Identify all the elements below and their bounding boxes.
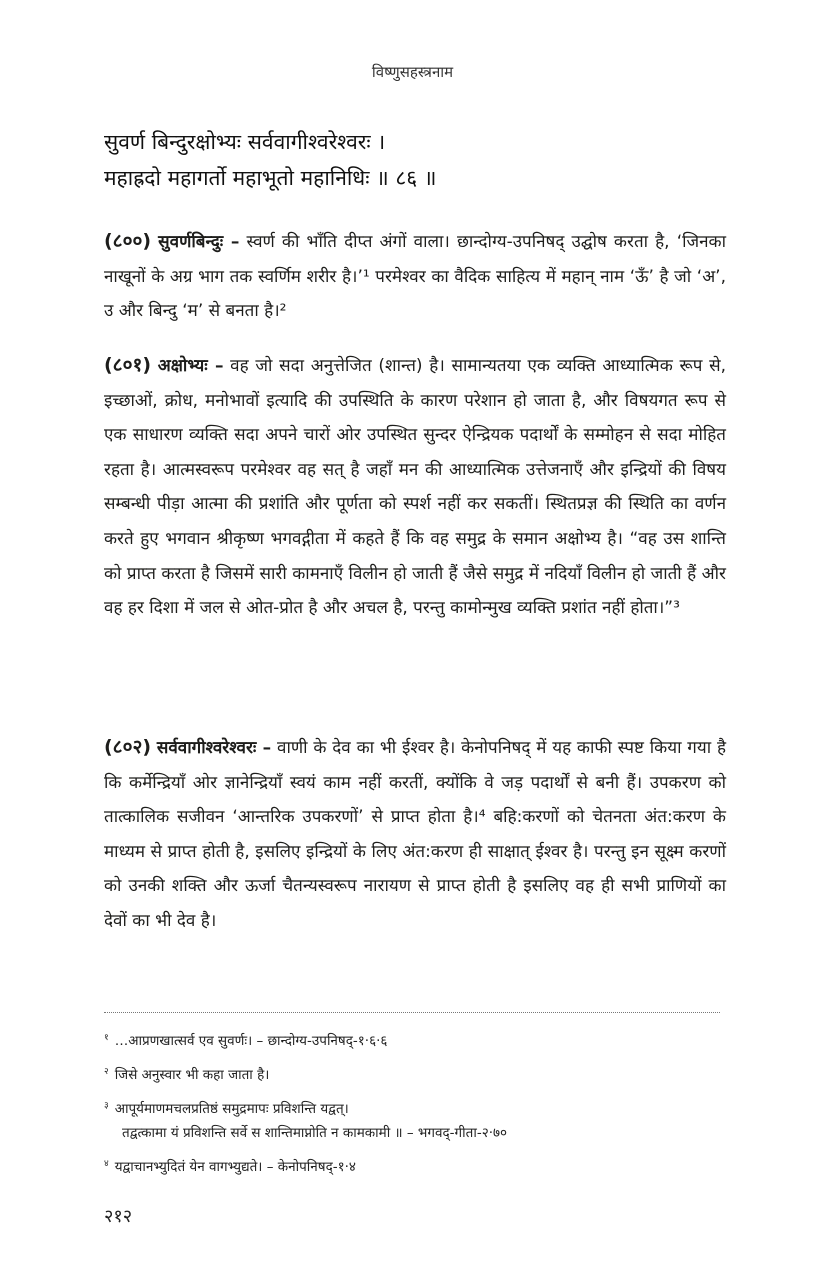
entry-term: अक्षोभ्यः – [157,356,224,376]
running-header: विष्णुसहस्त्रनाम [371,63,454,81]
footnote-mark: १ [104,1033,109,1043]
footnote-mark: २ [104,1067,109,1077]
entry-text: वह जो सदा अनुत्तेजित (शान्त) है। सामान्यतया एक व्यक्ति आध्यात्मिक रूप से, इच्छाओं, क्रोध, मनोभावों इत्यादि की उपस्थिति के कारण परेशान हो जाता है, और विषयगत रूप से एक साधारण व्यक्ति सदा अपने चारों ओर उपस्थित सुन्दर ऐन्द्रियक पदार्थों के सम्मोहन से सदा मोहित रहता है। आत्मस्वरूप परमेश्वर वह सत् है जहाँ मन की आध्यात्मिक उत्तेजनाएँ और इन्द्रियों की विषय सम्बन्धी पीड़ा आत्मा की प्रशांति और पूर्णता को स्पर्श नहीं कर सकतीं। स्थितप्रज्ञ की स्थिति का वर्णन करते हुए भगवान श्रीकृष्ण भगवद्गीता में कहते हैं कि वह समुद्र के समान अक्षोभ्य है। “वह उस शान्ति को प्राप्त करता है जिसमें सारी कामनाएँ विलीन हो जाती हैं जैसे समुद्र में नदियाँ विलीन हो जाती हैं और वह हर दिशा में जल से ओत-प्रोत है और अचल है, परन्तु कामोन्मुख व्यक्ति प्रशांत नहीं होता।”³ [104,356,726,619]
entry-text: वाणी के देव का भी ईश्वर है। केनोपनिषद् में यह काफी स्पष्ट किया गया है कि कर्मेन्द्रियाँ ओर ज्ञानेन्द्रियाँ स्वयं काम नहीं करतीं, क्योंकि वे जड़ पदार्थों से बनी हैं। उपकरण को तात्कालिक सजीवन ‘आन्तरिक उपकरणों’ से प्राप्त होता है।⁴ बहि:करणों को चेतनता अंत:करण के माध्यम से प्राप्त होती है, इसलिए इन्द्रियों के लिए अंत:करण ही साक्षात् ईश्वर है। परन्तु इन सूक्ष्म करणों को उनकी शक्ति और ऊर्जा चैतन्यस्वरूप नारायण से प्राप्त होती है इसलिए वह ही सभी प्राणियों का देवों का भी देव है। [104,738,726,931]
footnote-divider [104,1012,720,1013]
footnote-text-continued: तद्वत्कामा यं प्रविशन्ति सर्वे स शान्तिमाप्नोति न कामकामी ॥ – भगवद्-गीता-२·७० [122,1125,508,1141]
entry-term: सर्ववागीश्वरेश्वरः – [156,738,272,758]
entry-801 [104,348,726,626]
entry-text: स्वर्ण की भाँति दीप्त अंगों वाला। छान्दोग्य-उपनिषद् उद्घोष करता है, ‘जिनका नाखूनों के अग्र भाग तक स्वर्णिम शरीर है।’¹ परमेश्वर का वैदिक साहित्य में महान् नाम ‘ऊँ’ है जो ‘अ’, उ और बिन्दु ‘म’ से बनता है।² [104,232,727,322]
footnote-2 [104,1060,744,1087]
verse-line-2: महाह्रदो महागर्तो महाभूतो महानिधिः ॥ ८६ ॥ [104,166,437,190]
footnote-text: …आप्रणखात्सर्व एव सुवर्णः। – छान्दोग्य-उपनिषद्-१·६·६ [114,1033,388,1049]
footnote-mark: ४ [104,1159,109,1169]
entry-number: (८००) [104,230,152,252]
entry-800 [104,224,726,329]
footnote-text: यद्वाचानभ्युदितं येन वागभ्युद्यते। – केनोपनिषद्-१·४ [114,1159,356,1175]
footnote-4 [104,1152,744,1179]
footnote-3 [104,1094,744,1145]
entry-number: (८०२) [104,736,152,758]
footnote-text: जिसे अनुस्वार भी कहा जाता है। [114,1067,270,1083]
footnote-text: आपूर्यमाणमचलप्रतिष्ठं समुद्रमापः प्रविशन्ति यद्वत्। [114,1101,349,1117]
entry-term: सुवर्णबिन्दुः – [158,232,240,252]
verse-line-1: सुवर्ण बिन्दुरक्षोभ्यः सर्ववागीश्वरेश्वरः । [104,130,386,154]
footnote-1 [104,1026,744,1053]
entry-802 [104,730,726,939]
footnote-mark: ३ [104,1101,109,1111]
page-number: २१२ [104,1206,133,1227]
entry-number: (८०१) [104,354,152,376]
